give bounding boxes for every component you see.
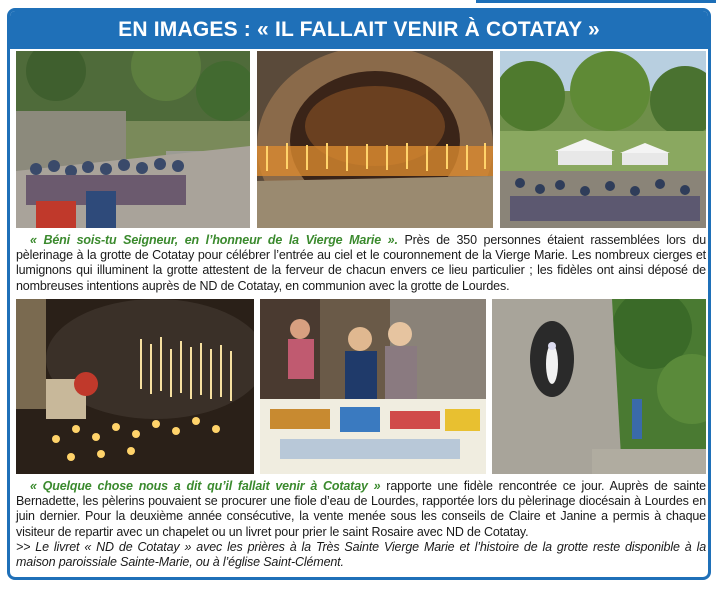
top-rule [476, 0, 716, 3]
article-frame [7, 8, 711, 580]
candle-grotto-photo [257, 51, 493, 228]
caption-2 [16, 479, 706, 570]
caption-2-text: rapporte une fidèle rencontrée ce jour. Auprès de sainte Bernadette, les pèlerins pouvaient se procurer une fiole d’eau de Lourdes, rapportée lors du pèlerinage diocésain à Lourdes en juin dernier. Pour la deuxième année consécutive, la vente menée sous les conseils de Claire et Janine a permis à chaque visiteur de repartir avec un chapelet ou un livret pour prier le saint Rosaire avec ND de Cotatay. [16, 479, 706, 539]
virgin-statue-photo [492, 299, 706, 474]
caption-2-quote: « Quelque chose nous a dit qu’il fallait venir à Cotatay » [30, 479, 381, 493]
article-title: EN IMAGES : « IL FALLAIT VENIR À COTATAY » [10, 11, 708, 49]
booklet-note: >> Le livret « ND de Cotatay » avec les prières à la Très Sainte Vierge Marie et l’histoire de la grotte reste disponible à la maison paroissiale Sainte-Marie, ou à l’église Saint-Clément. [16, 539, 706, 570]
stand-volunteers-photo [260, 299, 486, 474]
crowd-photo [16, 51, 250, 228]
caption-1-quote: « Béni sois-tu Seigneur, en l’honneur de la Vierge Marie ». [30, 233, 398, 247]
candles-photo [16, 299, 254, 474]
tents-gathering-photo [500, 51, 706, 228]
caption-1 [16, 233, 706, 294]
caption-1-text: Près de 350 personnes étaient rassemblées lors du pèlerinage à la grotte de Cotatay pour célébrer l’entrée au ciel et le couronnement de la Vierge Marie. Les nombreux cierges et lumignons qui illuminent la grotte attestent de la ferveur de chacun envers ce lieu particulier ; les fidèles ont ainsi déposé de nombreuses intentions auprès de ND de Cotatay, en communion avec la grotte de Lourdes. [16, 233, 706, 293]
